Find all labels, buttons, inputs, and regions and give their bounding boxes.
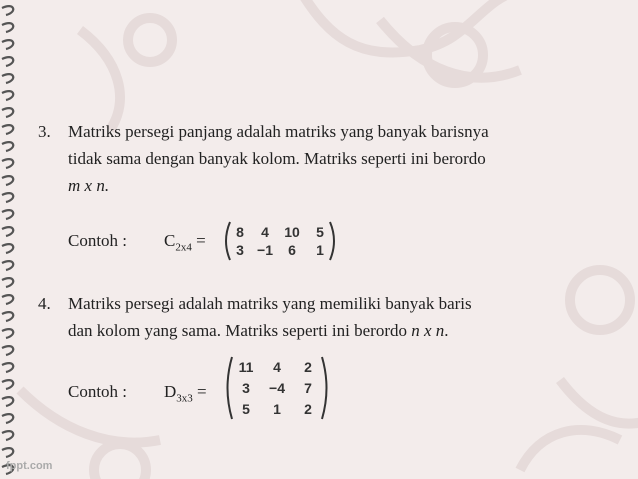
spiral-ring xyxy=(2,312,13,321)
matrix-cell: 4 xyxy=(273,359,281,375)
example-3-matrix-name xyxy=(164,231,206,254)
matrix-cell: −1 xyxy=(257,242,273,258)
matrix-cell: 4 xyxy=(261,224,269,240)
spiral-binding xyxy=(0,0,20,479)
matrix-cell: 1 xyxy=(273,401,281,417)
matrix-cell: −4 xyxy=(269,380,285,396)
spiral-ring xyxy=(2,244,13,253)
spiral-ring xyxy=(2,227,13,236)
matrix-cell: 3 xyxy=(236,242,244,258)
example-3-label: Contoh : xyxy=(68,231,128,250)
matrix-cell: 5 xyxy=(242,401,250,417)
spiral-ring xyxy=(2,397,13,406)
matrix-cell: 1 xyxy=(316,242,324,258)
spiral-ring xyxy=(2,210,13,219)
item-3-text xyxy=(68,118,608,199)
spiral-ring xyxy=(2,74,13,83)
right-paren xyxy=(322,357,327,419)
item-4-line-2-start: dan kolom yang sama. Matriks seperti ini berordo xyxy=(68,321,412,340)
watermark: fppt.com xyxy=(6,460,53,472)
matrix-cell: 2 xyxy=(304,401,312,417)
matrix-cell: 7 xyxy=(304,380,312,396)
spiral-ring xyxy=(2,448,13,457)
example-4 xyxy=(68,382,207,404)
spiral-ring xyxy=(2,57,13,66)
item-4-line-1: Matriks persegi adalah matriks yang memiliki banyak baris xyxy=(68,294,472,313)
spiral-ring xyxy=(2,91,13,100)
example-4-matrix-name xyxy=(164,382,207,405)
equals-sign: = xyxy=(196,231,206,250)
item-3-line-2: tidak sama dengan banyak kolom. Matriks seperti ini berordo xyxy=(68,149,486,168)
matrix-cell: 11 xyxy=(238,359,254,375)
example-3 xyxy=(68,231,206,253)
item-3-number: 3. xyxy=(38,122,51,141)
spiral-ring xyxy=(2,6,13,15)
matrix-cell: 3 xyxy=(242,380,250,396)
spiral-ring xyxy=(2,329,13,338)
item-3-line-1: Matriks persegi panjang adalah matriks yang banyak barisnya xyxy=(68,122,489,141)
spiral-ring xyxy=(2,414,13,423)
spiral-ring xyxy=(2,40,13,49)
matrix-cell: 2 xyxy=(304,359,312,375)
spiral-ring xyxy=(2,380,13,389)
item-4-number: 4. xyxy=(38,294,51,313)
spiral-ring xyxy=(2,346,13,355)
matrix-d xyxy=(222,355,332,421)
order-mxn: m x n. xyxy=(68,176,110,195)
spiral-ring xyxy=(2,159,13,168)
matrix-cell: 6 xyxy=(288,242,296,258)
spiral-ring xyxy=(2,363,13,372)
matrix-letter: C xyxy=(164,231,176,250)
spiral-ring xyxy=(2,278,13,287)
right-paren xyxy=(330,222,334,260)
matrix-cell: 8 xyxy=(236,224,244,240)
spiral-ring xyxy=(2,125,13,134)
matrix-letter: D xyxy=(164,382,177,401)
matrix-cell: 5 xyxy=(316,224,324,240)
spiral-ring xyxy=(2,261,13,270)
matrix-cell: 10 xyxy=(284,224,300,240)
matrix-c xyxy=(220,220,340,262)
spiral-ring xyxy=(2,108,13,117)
spiral-ring xyxy=(2,193,13,202)
spiral-ring xyxy=(2,23,13,32)
equals-sign: = xyxy=(197,382,207,401)
spiral-ring xyxy=(2,176,13,185)
spiral-ring xyxy=(2,142,13,151)
example-4-label: Contoh : xyxy=(68,382,128,401)
spiral-ring xyxy=(2,295,13,304)
matrix-order: 2x4 xyxy=(175,241,192,254)
item-3-line-3 xyxy=(68,172,608,199)
left-paren xyxy=(228,357,233,419)
item-4-line-2 xyxy=(68,317,608,344)
item-4-text xyxy=(68,290,608,344)
item-4-line-2-end: . xyxy=(444,321,449,340)
order-nxn: n x n xyxy=(411,321,445,340)
matrix-order: 3x3 xyxy=(176,392,193,405)
spiral-ring xyxy=(2,431,13,440)
left-paren xyxy=(226,222,230,260)
